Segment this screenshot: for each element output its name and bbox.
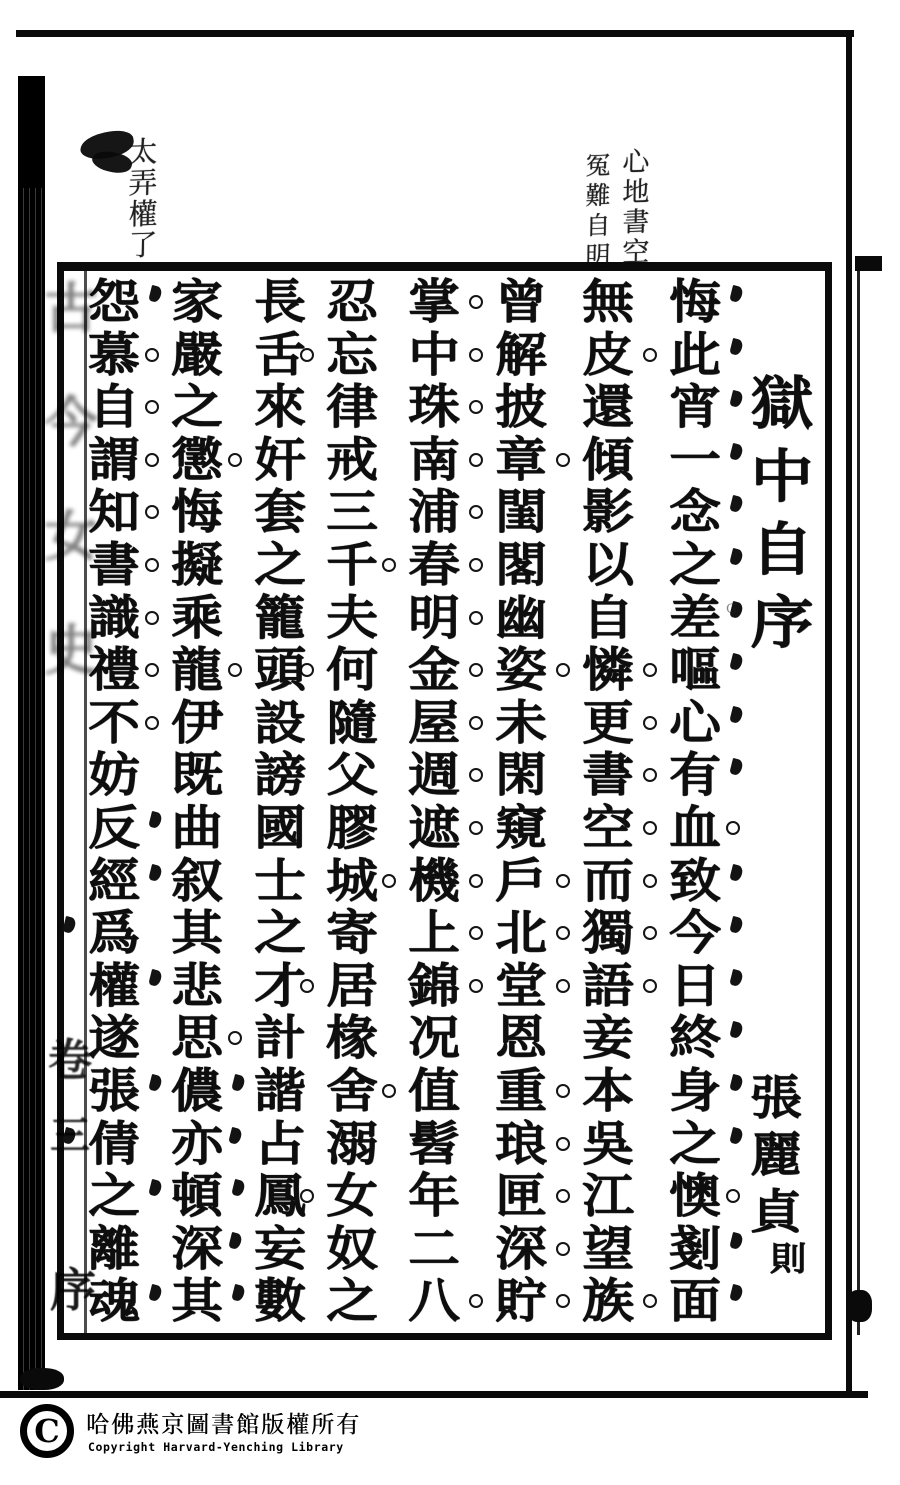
text-char: 之 xyxy=(88,1169,140,1225)
text-char: 戶 xyxy=(495,853,547,909)
title-char: 自 xyxy=(750,516,814,583)
text-char: 春 xyxy=(408,538,460,593)
text-char: 深 xyxy=(171,1221,223,1277)
text-char: 書 xyxy=(582,748,634,804)
text-char: 浦 xyxy=(408,485,460,541)
text-char: 族 xyxy=(582,1274,634,1330)
text-char: 語 xyxy=(582,958,634,1014)
text-char: 謗 xyxy=(254,748,306,804)
text-char: 亦 xyxy=(171,1116,223,1172)
handwritten-annotation-char: 難 xyxy=(585,180,611,211)
text-char: 思 xyxy=(171,1011,223,1067)
text-char: 妨 xyxy=(88,748,140,804)
text-char: 戒 xyxy=(326,432,378,488)
text-char: 珠 xyxy=(408,380,460,436)
reading-circle xyxy=(145,611,159,625)
text-char: 望 xyxy=(582,1221,634,1277)
text-char: 髫 xyxy=(408,1116,460,1172)
library-stamp-chinese: 哈佛燕京圖書館版權所有 xyxy=(86,1412,361,1438)
text-char: 之 xyxy=(254,538,306,593)
reading-circle xyxy=(145,558,159,572)
title-char: 中 xyxy=(750,443,814,510)
text-char: 嘔 xyxy=(669,643,721,699)
text-char: 值 xyxy=(408,1064,460,1119)
text-char: 更 xyxy=(582,695,634,751)
text-char: 上 xyxy=(408,906,460,962)
text-char: 宵 xyxy=(669,380,721,436)
handwritten-annotation-char: 了 xyxy=(128,227,158,263)
text-char: 身 xyxy=(669,1064,721,1119)
text-char: 遮 xyxy=(408,801,460,856)
text-char: 空 xyxy=(582,801,634,856)
right-inner-rule xyxy=(857,257,860,1335)
text-char: 三 xyxy=(326,485,378,541)
text-char: 錦 xyxy=(408,958,460,1014)
text-char: 憐 xyxy=(582,643,634,699)
author-note-char: 則 xyxy=(769,1239,807,1278)
text-char: 不 xyxy=(88,695,140,751)
title-char: 序 xyxy=(750,589,814,656)
text-char: 姿 xyxy=(495,643,547,699)
text-char: 曾 xyxy=(495,275,547,330)
text-char: 律 xyxy=(326,380,378,436)
bottom-border-rule xyxy=(0,1391,868,1398)
author-char: 貞 xyxy=(750,1185,802,1240)
text-char: 以 xyxy=(582,538,634,593)
text-char: 籠 xyxy=(254,590,306,646)
text-char: 遂 xyxy=(88,1011,140,1067)
text-char: 恩 xyxy=(495,1011,547,1067)
text-char: 幽 xyxy=(495,590,547,646)
handwritten-annotation-char: 明 xyxy=(585,240,611,271)
copyright-c-glyph: C xyxy=(34,1412,60,1450)
text-char: 堂 xyxy=(495,958,547,1014)
top-border-rule xyxy=(16,30,854,37)
right-border-rule xyxy=(846,30,852,1396)
text-char: 血 xyxy=(669,801,721,856)
text-char: 長 xyxy=(254,275,306,330)
text-char: 國 xyxy=(254,801,306,856)
text-char: 書 xyxy=(88,538,140,593)
spine-title-fragment: 女 xyxy=(44,504,98,568)
text-char: 曲 xyxy=(171,801,223,856)
text-char: 鳳 xyxy=(254,1169,306,1225)
text-char: 窺 xyxy=(495,801,547,856)
text-char: 機 xyxy=(408,853,460,909)
text-char: 占 xyxy=(254,1116,306,1172)
text-char: 其 xyxy=(171,906,223,962)
text-char: 經 xyxy=(88,853,140,909)
text-char: 金 xyxy=(408,643,460,699)
text-char: 計 xyxy=(254,1011,306,1067)
text-char: 舌 xyxy=(254,327,306,383)
text-char: 女 xyxy=(326,1169,378,1225)
text-char: 今 xyxy=(669,906,721,962)
stray-mark: G xyxy=(726,602,737,617)
text-char: 伊 xyxy=(171,695,223,751)
text-char: 溺 xyxy=(326,1116,378,1172)
handwritten-annotation-char: 地 xyxy=(622,176,650,209)
text-char: 重 xyxy=(495,1064,547,1119)
binding-spine-cap xyxy=(18,76,45,188)
reading-circle xyxy=(145,348,159,362)
text-char: 才 xyxy=(254,958,306,1014)
scan-artifact xyxy=(855,256,882,271)
text-char: 閣 xyxy=(495,538,547,593)
text-char: 吳 xyxy=(582,1116,634,1172)
text-char: 年 xyxy=(408,1169,460,1225)
text-char: 悔 xyxy=(669,275,721,330)
handwritten-annotation-char: 冤 xyxy=(585,150,611,181)
handwritten-annotation-char: 權 xyxy=(128,196,158,232)
text-char: 奴 xyxy=(326,1221,378,1277)
text-char: 張 xyxy=(88,1064,140,1119)
text-char: 何 xyxy=(326,643,378,699)
text-char: 慕 xyxy=(88,327,140,383)
text-char: 琅 xyxy=(495,1116,547,1172)
handwritten-annotation-char: 書 xyxy=(622,206,650,239)
text-char: 此 xyxy=(669,327,721,383)
text-char: 頓 xyxy=(171,1169,223,1225)
text-char: 之 xyxy=(669,1116,721,1172)
handwritten-annotation-char: 空 xyxy=(622,236,650,269)
text-char: 之 xyxy=(171,380,223,436)
text-char: 閑 xyxy=(495,748,547,804)
text-char: 之 xyxy=(669,538,721,593)
text-char: 家 xyxy=(171,275,223,330)
text-char: 隨 xyxy=(326,695,378,751)
copyright-symbol-badge xyxy=(20,1404,74,1458)
text-char: 無 xyxy=(582,275,634,330)
text-char: 禮 xyxy=(88,643,140,699)
text-char: 終 xyxy=(669,1011,721,1067)
text-char: 乘 xyxy=(171,590,223,646)
text-char: 掌 xyxy=(408,275,460,330)
text-char: 江 xyxy=(582,1169,634,1225)
handwritten-annotation-char: 弄 xyxy=(128,165,158,201)
author-char: 麗 xyxy=(750,1128,802,1183)
handwritten-annotation-char: 太 xyxy=(128,134,158,170)
text-char: 有 xyxy=(669,748,721,804)
text-char: 解 xyxy=(495,327,547,383)
text-char: 其 xyxy=(171,1274,223,1330)
text-char: 識 xyxy=(88,590,140,646)
text-char: 千 xyxy=(326,538,378,593)
section-label: 序 xyxy=(50,1263,96,1317)
title-char: 獄 xyxy=(750,370,814,437)
text-char: 八 xyxy=(408,1274,460,1330)
text-char: 忘 xyxy=(326,327,378,383)
text-char: 儂 xyxy=(171,1064,223,1119)
text-char: 獨 xyxy=(582,906,634,962)
text-char: 南 xyxy=(408,432,460,488)
spine-title-fragment: 史 xyxy=(44,618,98,682)
text-char: 設 xyxy=(254,695,306,751)
text-char: 還 xyxy=(582,380,634,436)
reading-circle xyxy=(726,821,740,835)
text-char: 心 xyxy=(669,695,721,751)
text-char: 之 xyxy=(254,906,306,962)
text-char: 寄 xyxy=(326,906,378,962)
text-char: 而 xyxy=(582,853,634,909)
text-char: 數 xyxy=(254,1274,306,1330)
text-char: 椽 xyxy=(326,1011,378,1067)
text-char: 皮 xyxy=(582,327,634,383)
text-char: 貯 xyxy=(495,1274,547,1330)
text-char: 嚴 xyxy=(171,327,223,383)
spine-title-fragment: 古 xyxy=(44,276,98,340)
text-char: 叙 xyxy=(171,853,223,909)
text-char: 日 xyxy=(669,958,721,1014)
text-char: 悔 xyxy=(171,485,223,541)
text-char: 膠 xyxy=(326,801,378,856)
text-char: 二 xyxy=(408,1221,460,1277)
text-char: 擬 xyxy=(171,538,223,593)
text-char: 離 xyxy=(88,1221,140,1277)
text-char: 自 xyxy=(88,380,140,436)
text-char: 頭 xyxy=(254,643,306,699)
handwritten-annotation-char: 心 xyxy=(622,146,650,179)
library-stamp-english: Copyright Harvard-Yenching Library xyxy=(88,1440,344,1454)
volume-label: 三 xyxy=(50,1112,90,1159)
text-char: 未 xyxy=(495,695,547,751)
text-char: 面 xyxy=(669,1274,721,1330)
text-char: 悲 xyxy=(171,958,223,1014)
text-char: 懲 xyxy=(171,432,223,488)
text-char: 章 xyxy=(495,432,547,488)
text-char: 剗 xyxy=(669,1221,721,1277)
scan-artifact xyxy=(20,1368,64,1390)
text-char: 匣 xyxy=(495,1169,547,1225)
text-char: 反 xyxy=(88,801,140,856)
text-char: 怨 xyxy=(88,275,140,330)
text-char: 影 xyxy=(582,485,634,541)
text-char: 權 xyxy=(88,958,140,1014)
text-char: 週 xyxy=(408,748,460,804)
text-char: 念 xyxy=(669,485,721,541)
text-char: 妾 xyxy=(582,1011,634,1067)
text-char: 差 xyxy=(669,590,721,646)
text-char: 况 xyxy=(408,1011,460,1067)
text-char: 既 xyxy=(171,748,223,804)
text-char: 魂 xyxy=(88,1274,140,1330)
text-char: 城 xyxy=(326,853,378,909)
text-char: 致 xyxy=(669,853,721,909)
text-char: 中 xyxy=(408,327,460,383)
text-char: 本 xyxy=(582,1064,634,1119)
text-char: 謂 xyxy=(88,432,140,488)
text-char: 屋 xyxy=(408,695,460,751)
text-char: 忍 xyxy=(326,275,378,330)
text-char: 倩 xyxy=(88,1116,140,1172)
handwritten-annotation-char: 自 xyxy=(585,210,611,241)
reading-circle xyxy=(145,716,159,730)
text-char: 一 xyxy=(669,432,721,488)
reading-circle xyxy=(145,453,159,467)
text-char: 懊 xyxy=(669,1169,721,1225)
text-char: 妄 xyxy=(254,1221,306,1277)
text-char: 知 xyxy=(88,485,140,541)
text-char: 來 xyxy=(254,380,306,436)
text-char: 奸 xyxy=(254,432,306,488)
scan-artifact xyxy=(847,1290,872,1322)
text-char: 居 xyxy=(326,958,378,1014)
text-char: 深 xyxy=(495,1221,547,1277)
text-char: 夫 xyxy=(326,590,378,646)
text-char: 明 xyxy=(408,590,460,646)
author-char: 張 xyxy=(750,1071,802,1126)
text-char: 套 xyxy=(254,485,306,541)
text-char: 爲 xyxy=(88,906,140,962)
text-char: 父 xyxy=(326,748,378,804)
text-char: 諧 xyxy=(254,1064,306,1119)
text-char: 披 xyxy=(495,380,547,436)
volume-label: 卷 xyxy=(48,1035,92,1086)
text-char: 之 xyxy=(326,1274,378,1330)
text-char: 傾 xyxy=(582,432,634,488)
text-char: 士 xyxy=(254,853,306,909)
text-char: 龍 xyxy=(171,643,223,699)
text-char: 北 xyxy=(495,906,547,962)
spine-title-fragment: 今 xyxy=(44,390,98,454)
text-char: 閨 xyxy=(495,485,547,541)
text-char: 自 xyxy=(582,590,634,646)
text-char: 舍 xyxy=(326,1064,378,1119)
